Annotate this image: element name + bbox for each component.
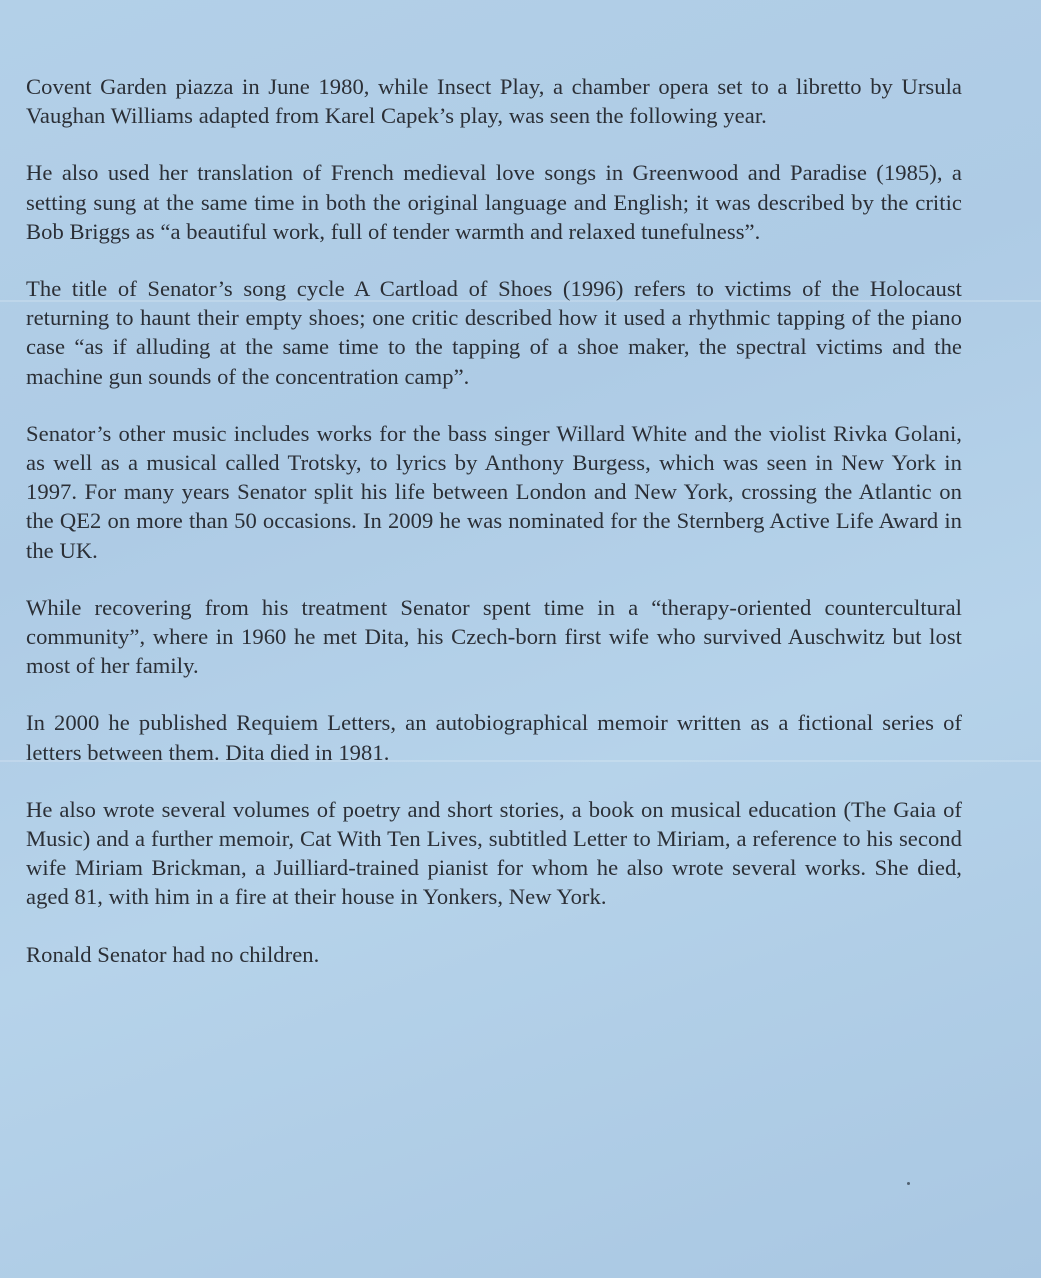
paragraph-2: He also used her translation of French medieval love songs in Greenwood and Paradise (1985), a setting sung at the same time in both the original language and English; it was described by the critic Bob Briggs as “a beautiful work, full of tender warmth and relaxed tunefulness”.: [26, 160, 962, 244]
paragraph-5: While recovering from his treatment Senator spent time in a “therapy-oriented countercultural community”, where in 1960 he met Dita, his Czech-born first wife who survived Auschwitz but lost most of her family.: [26, 594, 962, 679]
paragraph-7: He also wrote several volumes of poetry and short stories, a book on musical education (The Gaia of Music) and a further memoir, Cat With Ten Lives, subtitled Letter to Miriam, a reference to his second wife Miriam Brickman, a Juilliard-trained pianist for whom he also wrote several works. She died, aged 81, with him in a fire at their house in Yonkers, New York.: [26, 796, 962, 910]
paragraph-3: The title of Senator’s song cycle A Cartload of Shoes (1996) refers to victims of the Holocaust returning to haunt their empty shoes; one critic described how it used a rhythmic tapping of the piano case “as if alluding at the same time to the tapping of a shoe maker, the spectral victims and the machine gun sounds of the concentration camp”.: [26, 276, 962, 389]
paragraph-6: In 2000 he published Requiem Letters, an autobiographical memoir written as a fictional series of letters between them. Dita died in 1981.: [26, 710, 962, 765]
paragraph-4: Senator’s other music includes works for the bass singer Willard White and the violist Rivka Golani, as well as a musical called Trotsky, to lyrics by Anthony Burgess, which was seen in New York in 1997. For many years Senator split his life between London and New York, crossing the Atlantic on the QE2 on more than 50 occasions. In 2009 he was nominated for the Sternberg Active Life Award in the UK.: [26, 420, 962, 563]
paper-speck: [907, 1182, 910, 1185]
paragraph-1: Covent Garden piazza in June 1980, while Insect Play, a chamber opera set to a libretto by Ursula Vaughan Williams adapted from Karel Capek’s play, was seen the following year.: [26, 74, 962, 129]
paragraph-8: Ronald Senator had no children.: [26, 941, 320, 967]
document-body: [26, 72, 962, 997]
